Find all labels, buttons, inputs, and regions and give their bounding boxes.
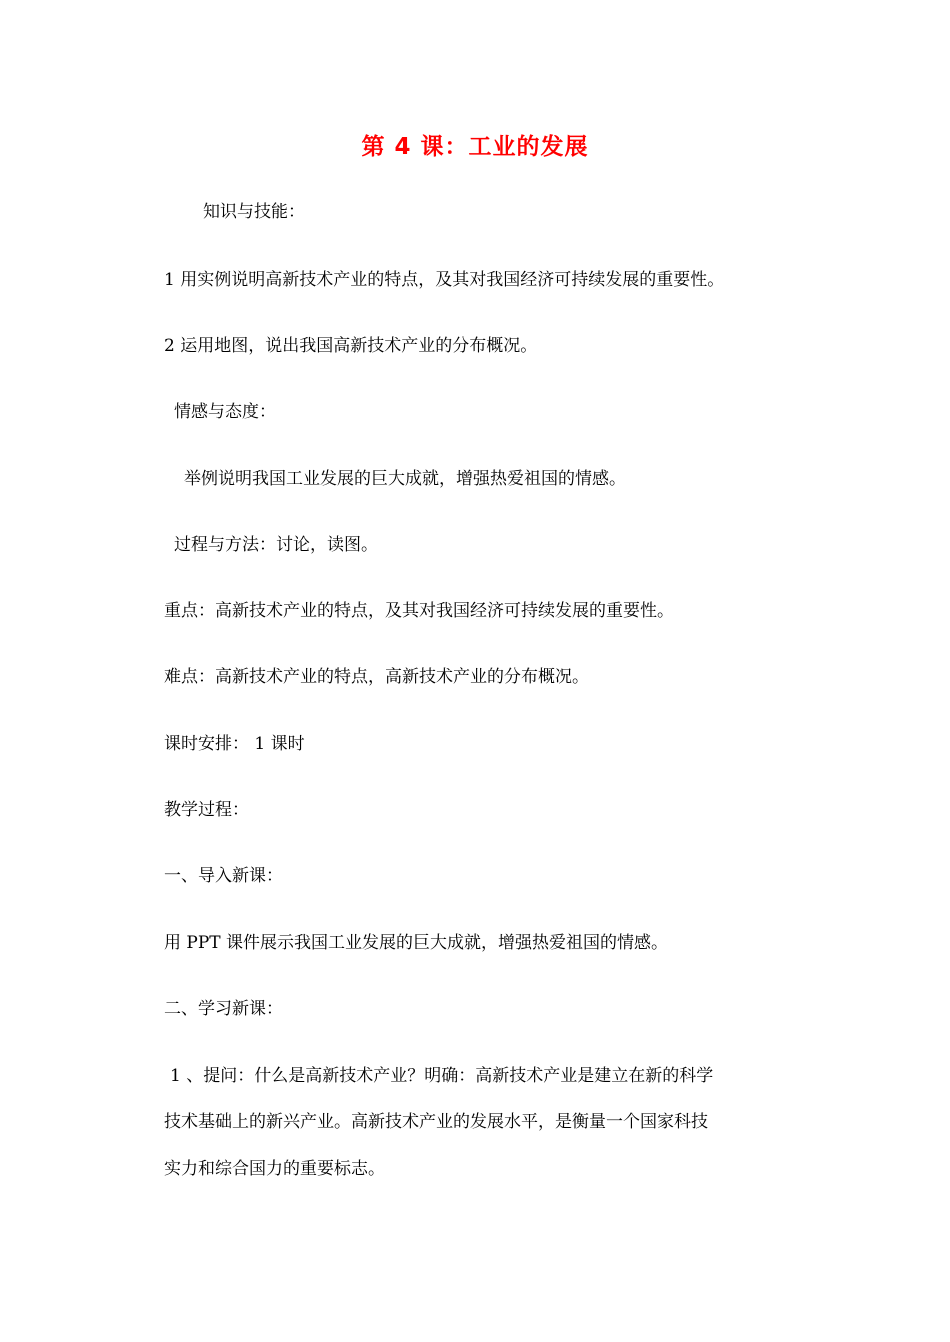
knowledge-item-1: 1 用实例说明高新技术产业的特点，及其对我国经济可持续发展的重要性。: [164, 270, 725, 290]
question1-line2: 技术基础上的新兴产业。高新技术产业的发展水平，是衡量一个国家科技: [164, 1112, 708, 1132]
difficulty-point: 难点：高新技术产业的特点，高新技术产业的分布概况。: [164, 667, 589, 687]
emotion-text: 举例说明我国工业发展的巨大成就，增强热爱祖国的情感。: [184, 469, 626, 489]
knowledge-heading: 知识与技能：: [203, 202, 305, 222]
knowledge-item-2: 2 运用地图，说出我国高新技术产业的分布概况。: [164, 336, 538, 356]
emotion-heading: 情感与态度：: [174, 402, 276, 422]
class-schedule: 课时安排： 1 课时: [164, 734, 305, 754]
step1-text: 用 PPT 课件展示我国工业发展的巨大成就，增强热爱祖国的情感。: [164, 933, 669, 953]
step2-heading: 二、学习新课：: [164, 999, 283, 1019]
document-title: 第 4 课：工业的发展: [361, 134, 589, 160]
step1-heading: 一、导入新课：: [164, 866, 283, 886]
key-point: 重点：高新技术产业的特点，及其对我国经济可持续发展的重要性。: [164, 601, 674, 621]
teaching-process-heading: 教学过程：: [164, 800, 249, 820]
process-method: 过程与方法：讨论，读图。: [174, 535, 378, 555]
question1-line3: 实力和综合国力的重要标志。: [164, 1159, 385, 1179]
question1-line1: 1 、提问：什么是高新技术产业？明确：高新技术产业是建立在新的科学: [170, 1066, 714, 1086]
